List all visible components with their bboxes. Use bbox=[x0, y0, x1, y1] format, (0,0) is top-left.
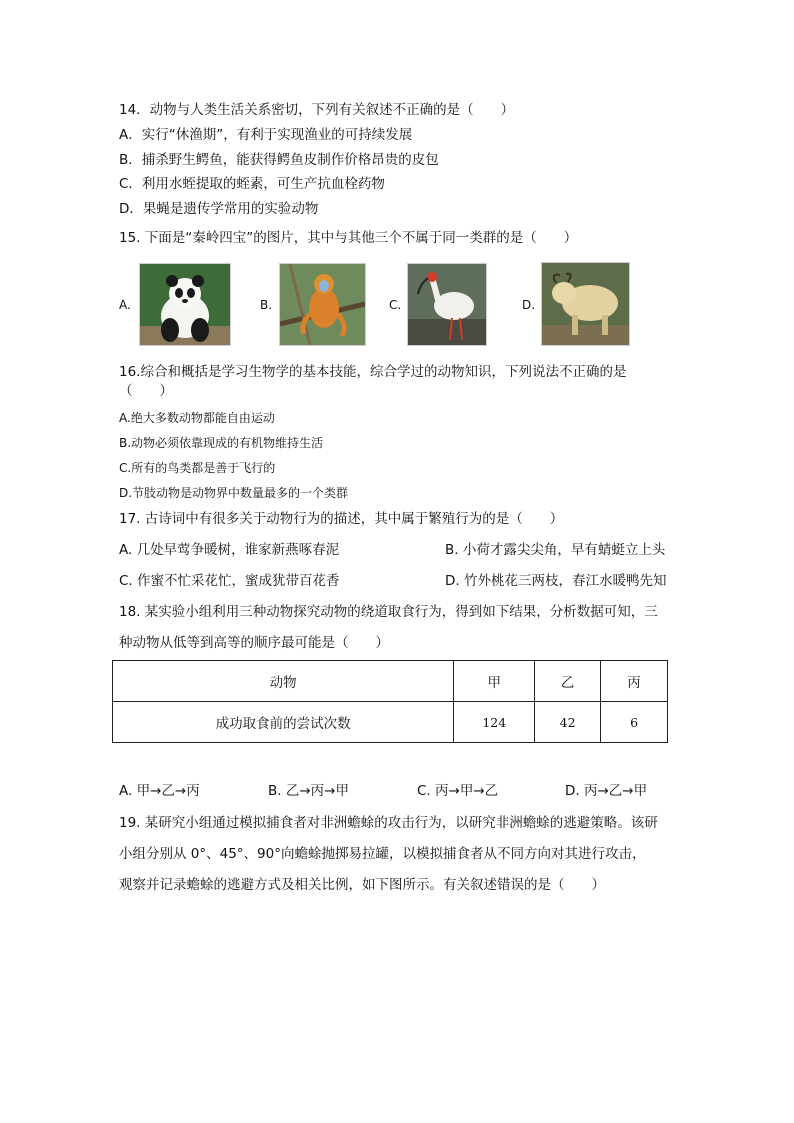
q19-line3: 观察并记录蟾蜍的逃避方式及相关比例，如下图所示。有关叙述错误的是（ ） bbox=[119, 877, 605, 893]
q18-stem-line2: 种动物从低等到高等的顺序最可能是（ ） bbox=[119, 635, 389, 651]
q16-option-d: D.节肢动物是动物界中数量最多的一个类群 bbox=[119, 486, 349, 500]
crested-ibis-photo bbox=[407, 263, 487, 346]
q15-label-d: D. bbox=[522, 298, 536, 312]
table-cell: 6 bbox=[601, 702, 668, 743]
table-header-cell: 丙 bbox=[601, 661, 668, 702]
q17-option-b: B. 小荷才露尖尖角，早有蜻蜓立上头 bbox=[445, 542, 666, 558]
q17-option-d: D. 竹外桃花三两枝，春江水暖鸭先知 bbox=[445, 573, 667, 589]
table-cell: 124 bbox=[454, 702, 535, 743]
q15-label-a: A. bbox=[119, 298, 131, 312]
table-cell: 成功取食前的尝试次数 bbox=[113, 702, 454, 743]
q15-stem: 15. 下面是“秦岭四宝”的图片，其中与其他三个不属于同一类群的是（ ） bbox=[119, 230, 578, 246]
table-header-cell: 动物 bbox=[113, 661, 454, 702]
q16-option-b: B.动物必须依靠现成的有机物维持生活 bbox=[119, 436, 324, 450]
table-header-cell: 甲 bbox=[454, 661, 535, 702]
q17-stem: 17. 古诗词中有很多关于动物行为的描述，其中属于繁殖行为的是（ ） bbox=[119, 511, 564, 527]
q15-label-c: C. bbox=[389, 298, 402, 312]
q16-stem-line1: 16.综合和概括是学习生物学的基本技能，综合学过的动物知识，下列说法不正确的是 bbox=[119, 364, 627, 380]
q16-option-a: A.绝大多数动物都能自由运动 bbox=[119, 411, 275, 425]
q14-option-d: D．果蝇是遗传学常用的实验动物 bbox=[119, 201, 319, 217]
q14-stem: 14．动物与人类生活关系密切，下列有关叙述不正确的是（ ） bbox=[119, 102, 515, 118]
q18-option-b: B. 乙→丙→甲 bbox=[268, 783, 349, 799]
panda-photo bbox=[139, 263, 231, 346]
q16-option-c: C.所有的鸟类都是善于飞行的 bbox=[119, 461, 276, 475]
q18-option-c: C. 丙→甲→乙 bbox=[417, 783, 499, 799]
table-header-cell: 乙 bbox=[535, 661, 601, 702]
table-row bbox=[113, 702, 668, 743]
table-cell: 42 bbox=[535, 702, 601, 743]
q14-option-a: A．实行“休渔期”，有利于实现渔业的可持续发展 bbox=[119, 127, 413, 143]
q17-option-a: A. 几处早莺争暖树，谁家新燕啄春泥 bbox=[119, 542, 340, 558]
q19-line2: 小组分别从 0°、45°、90°向蟾蜍抛掷易拉罐，以模拟捕食者从不同方向对其进行攻击， bbox=[119, 846, 646, 862]
q14-option-b: B．捕杀野生鳄鱼，能获得鳄鱼皮制作价格昂贵的皮包 bbox=[119, 152, 439, 168]
q18-stem-line1: 18. 某实验小组利用三种动物探究动物的绕道取食行为，得到如下结果，分析数据可知，三 bbox=[119, 604, 658, 620]
q18-data-table bbox=[112, 660, 668, 743]
table-header-row bbox=[113, 661, 668, 702]
q19-line1: 19. 某研究小组通过模拟捕食者对非洲蟾蜍的攻击行为，以研究非洲蟾蜍的逃避策略。该研 bbox=[119, 815, 658, 831]
q18-option-a: A. 甲→乙→丙 bbox=[119, 783, 200, 799]
golden-monkey-photo bbox=[279, 263, 366, 346]
q16-stem-line2: （ ） bbox=[119, 383, 173, 399]
q17-option-c: C. 作蜜不忙采花忙，蜜成犹带百花香 bbox=[119, 573, 340, 589]
takin-photo bbox=[541, 262, 630, 346]
q18-option-d: D. 丙→乙→甲 bbox=[565, 783, 648, 799]
q14-option-c: C．利用水蛭提取的蛭素，可生产抗血栓药物 bbox=[119, 176, 385, 192]
q15-label-b: B. bbox=[260, 298, 273, 312]
